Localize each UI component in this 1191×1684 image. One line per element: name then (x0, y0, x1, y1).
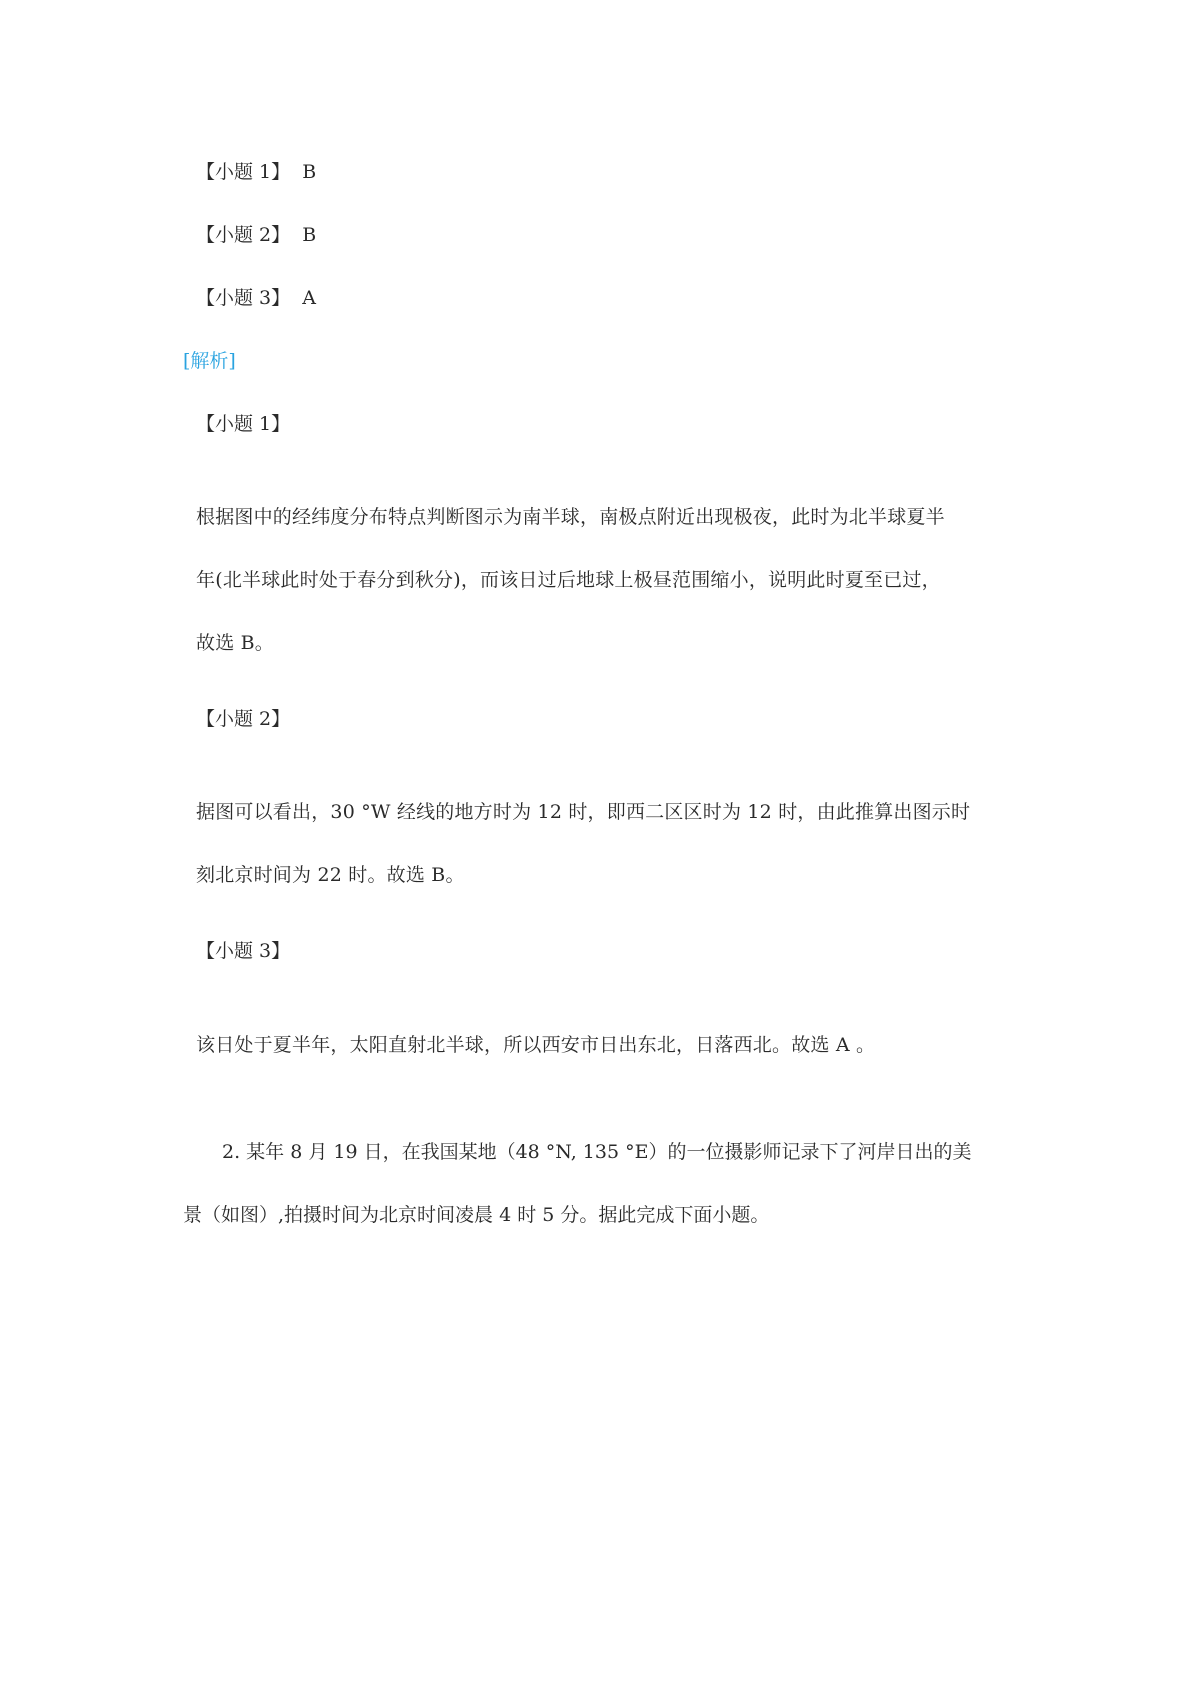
answer-1-value: B (302, 161, 317, 183)
analysis-item-1-line-1: 根据图中的经纬度分布特点判断图示为南半球，南极点附近出现极夜，此时为北半球夏半 (196, 506, 945, 528)
answer-3 (196, 286, 316, 310)
analysis-item-1-label: 【小题 1】 (196, 413, 291, 435)
analysis-item-2-label: 【小题 2】 (196, 708, 291, 730)
analysis-heading: [解析] (183, 350, 236, 372)
analysis-item-2-line-1: 据图可以看出，30 °W 经线的地方时为 12 时，即西二区区时为 12 时，由此推算出图示时 (196, 801, 971, 823)
answer-3-value: A (302, 287, 316, 309)
answer-2 (196, 223, 316, 247)
analysis-item-3-line-1: 该日处于夏半年，太阳直射北半球，所以西安市日出东北，日落西北。故选 A 。 (196, 1034, 876, 1056)
answer-1-label: 【小题 1】 (196, 161, 291, 183)
question-2-line-2: 景（如图）,拍摄时间为北京时间凌晨 4 时 5 分。据此完成下面小题。 (183, 1204, 770, 1226)
question-2-line-1: 2. 某年 8 月 19 日，在我国某地（48 °N, 135 °E）的一位摄影师记录下了河岸日出的美 (222, 1141, 972, 1163)
answer-2-value: B (302, 224, 317, 246)
analysis-item-1-line-2: 年(北半球此时处于春分到秋分)，而该日过后地球上极昼范围缩小，说明此时夏至已过， (196, 569, 941, 591)
answer-3-label: 【小题 3】 (196, 287, 291, 309)
analysis-item-3-label: 【小题 3】 (196, 940, 291, 962)
answer-1 (196, 160, 316, 184)
analysis-item-1-line-3: 故选 B。 (196, 632, 275, 654)
answer-2-label: 【小题 2】 (196, 224, 291, 246)
analysis-item-2-line-2: 刻北京时间为 22 时。故选 B。 (196, 864, 465, 886)
